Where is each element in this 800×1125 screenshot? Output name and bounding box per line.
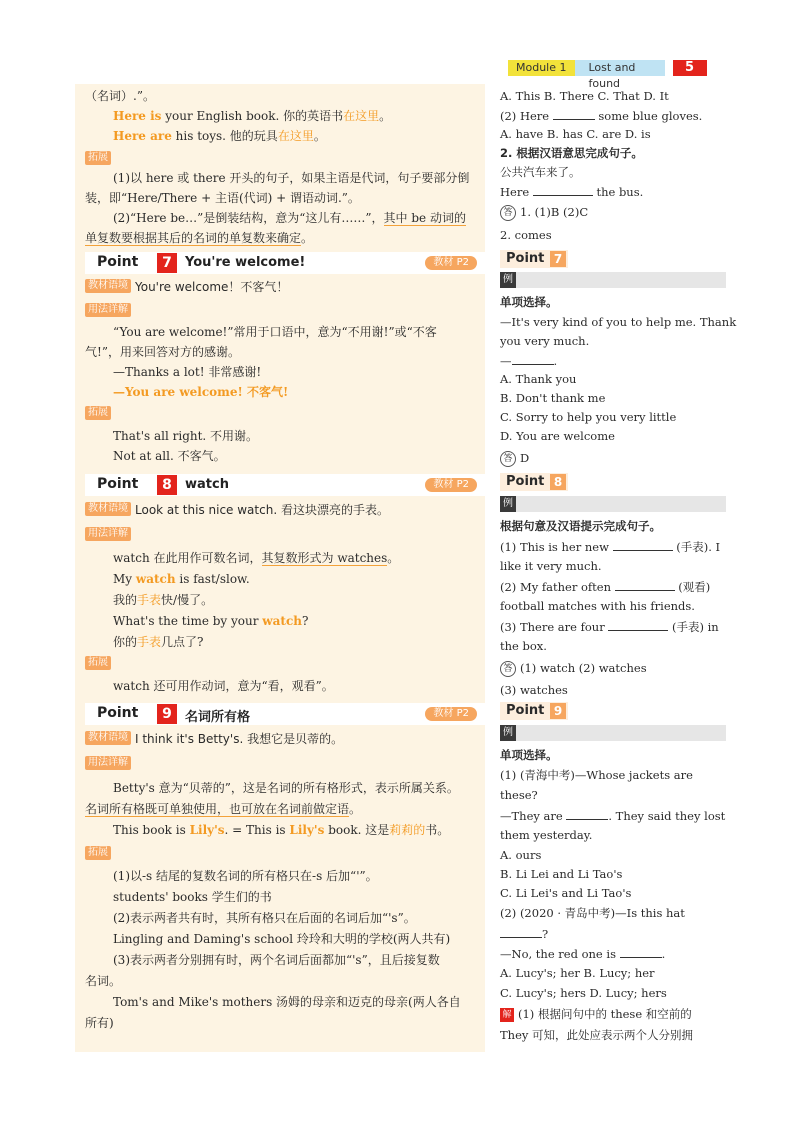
textbook-context xyxy=(85,729,343,747)
point-number: 9 xyxy=(550,703,566,719)
point-7-header xyxy=(85,252,485,274)
question-line xyxy=(500,538,720,555)
text-line xyxy=(85,801,361,817)
answer-line xyxy=(500,660,647,677)
tuozhan-tag: 拓展 xyxy=(85,846,111,860)
text: . xyxy=(553,354,558,368)
answer-blank xyxy=(553,107,595,120)
point-8-header xyxy=(85,474,485,496)
explanation-line xyxy=(500,1006,692,1022)
point-number: 8 xyxy=(157,475,177,495)
context-sentence: Look at this nice watch. 看这块漂亮的手表。 xyxy=(135,502,389,517)
text: Here xyxy=(500,185,533,199)
text-line xyxy=(85,230,313,246)
text-line xyxy=(113,210,466,226)
highlight: 在这里 xyxy=(277,129,314,143)
text-line: them yesterday. xyxy=(500,828,593,842)
text-line: 名词。 xyxy=(85,974,122,988)
question-line xyxy=(500,807,725,824)
answer-blank xyxy=(500,925,542,938)
answer-line: 2. comes xyxy=(500,228,552,242)
context-sentence: I think it's Betty's. 我想它是贝蒂的。 xyxy=(135,731,344,746)
page-number: 5 xyxy=(673,60,707,76)
question-heading: 根据句意及汉语提示完成句子。 xyxy=(500,519,661,533)
text: (1) 根据问句中的 these 和空前的 xyxy=(518,1007,692,1021)
context-tag: 教材语境 xyxy=(85,502,131,516)
answer-blank xyxy=(533,183,593,196)
text: is fast/slow. xyxy=(175,572,250,586)
answer-blank xyxy=(608,618,668,631)
answer-icon: 答 xyxy=(500,451,516,467)
point-title: You're welcome! xyxy=(185,255,306,270)
explanation-icon: 解 xyxy=(500,1008,514,1022)
text: 你的 xyxy=(113,635,138,649)
text: some blue gloves. xyxy=(594,109,703,123)
unit-title: Lost and found xyxy=(575,60,665,76)
textbook-page-tag: 教材 P2 xyxy=(425,707,477,721)
text: (2) My father often xyxy=(500,580,615,594)
answer-icon: 答 xyxy=(500,205,516,221)
text: — xyxy=(500,354,512,368)
example-bar xyxy=(500,496,726,512)
text: 。 xyxy=(301,231,314,245)
example-line xyxy=(113,822,449,838)
point-9-header xyxy=(85,703,485,725)
highlight: Lily's xyxy=(189,823,225,837)
text: My xyxy=(113,572,136,586)
underlined-text: 其复数形式为 watches xyxy=(261,551,388,565)
text-line: Lingling and Daming's school 玲玲和大明的学校(两人共有) xyxy=(113,932,451,946)
question-line xyxy=(500,945,665,962)
option: B. Li Lei and Li Tao's xyxy=(500,867,623,881)
page-header xyxy=(508,60,707,90)
text-line: That's all right. 不用谢。 xyxy=(113,429,259,443)
text: (手表). I xyxy=(672,540,721,554)
text-line: (2)表示两者共有时，其所有格只在后面的名词后加“'s”。 xyxy=(113,911,416,925)
point-9-tag xyxy=(500,702,568,720)
text: D xyxy=(520,451,530,465)
text: (3) There are four xyxy=(500,620,609,634)
answer-line xyxy=(500,450,529,467)
text: . = This is xyxy=(224,823,290,837)
text-line: football matches with his friends. xyxy=(500,599,695,613)
text: 我的 xyxy=(113,593,138,607)
highlight: Here is xyxy=(113,109,162,123)
text: —No, the red one is xyxy=(500,947,620,961)
point-label: Point xyxy=(506,474,545,489)
text: 书。 xyxy=(425,823,450,837)
example-line xyxy=(113,592,213,608)
text-line: （名词）.”。 xyxy=(85,89,155,103)
text-line: Not at all. 不客气。 xyxy=(113,449,226,463)
example-icon: 例 xyxy=(500,725,516,741)
text: his toys. 他的玩具 xyxy=(171,129,278,143)
underlined-text: 单复数要根据其后的名词的单复数来确定 xyxy=(85,231,302,245)
answer-blank xyxy=(613,538,673,551)
text-line: you very much. xyxy=(500,334,590,348)
text: (1) This is her new xyxy=(500,540,613,554)
question-heading: 单项选择。 xyxy=(500,295,558,309)
highlight: 手表 xyxy=(137,593,162,607)
point-number: 8 xyxy=(550,474,566,490)
text: 。 xyxy=(349,802,362,816)
text-line: (1) (青海中考)—Whose jackets are xyxy=(500,768,693,782)
text-line: the box. xyxy=(500,639,547,653)
textbook-page-tag: 教材 P2 xyxy=(425,478,477,492)
example-line xyxy=(113,613,308,629)
highlight: 在这里 xyxy=(343,109,380,123)
text: (手表) in xyxy=(668,620,719,634)
text-line: like it very much. xyxy=(500,559,602,573)
highlight-line: —You are welcome! 不客气! xyxy=(113,385,289,399)
underlined-text: 其中 be 动词的 xyxy=(383,211,466,225)
text: ? xyxy=(301,614,309,628)
option: C. Li Lei's and Li Tao's xyxy=(500,886,632,900)
highlight: watch xyxy=(262,614,302,628)
text: (1) watch (2) watches xyxy=(520,661,647,675)
left-column xyxy=(75,84,485,1052)
text: . They said they lost xyxy=(608,809,726,823)
question-line xyxy=(500,618,719,635)
example-icon: 例 xyxy=(500,272,516,288)
point-label: Point xyxy=(97,705,139,721)
option: B. Don't thank me xyxy=(500,391,606,405)
example-line xyxy=(113,571,250,587)
text-line: watch 还可用作动词，意为“看，观看”。 xyxy=(113,679,334,693)
example-line xyxy=(113,634,203,650)
textbook-context xyxy=(85,277,288,295)
text: 。 xyxy=(379,109,392,123)
text-line: 公共汽车来了。 xyxy=(500,165,581,179)
question-line xyxy=(500,578,710,595)
example-line xyxy=(113,128,326,144)
text: (2) Here xyxy=(500,109,553,123)
text: 几点了? xyxy=(161,635,204,649)
answer-icon: 答 xyxy=(500,661,516,677)
option: A. ours xyxy=(500,848,542,862)
question-heading: 2. 根据汉语意思完成句子。 xyxy=(500,146,643,160)
point-label: Point xyxy=(506,251,545,266)
answer-blank xyxy=(566,807,608,820)
text-line: (3)表示两者分别拥有时，两个名词后面都加“'s”，且后接复数 xyxy=(113,953,440,967)
text-line: —It's very kind of you to help me. Thank xyxy=(500,315,737,329)
usage-tag: 用法详解 xyxy=(85,756,131,770)
point-number: 7 xyxy=(157,253,177,273)
example-bar xyxy=(500,272,726,288)
answer-blank xyxy=(620,945,662,958)
question-heading: 单项选择。 xyxy=(500,748,558,762)
text: (2)“Here be…”是倒装结构，意为“这儿有……”， xyxy=(113,211,384,225)
context-tag: 教材语境 xyxy=(85,279,131,293)
text-line: 气!”，用来回答对方的感谢。 xyxy=(85,345,240,359)
options-line: A. have B. has C. are D. is xyxy=(500,127,651,141)
example-icon: 例 xyxy=(500,496,516,512)
text-line: (1)以 here 或 there 开头的句子，如果主语是代词，句子要部分倒 xyxy=(113,171,470,185)
module-label: Module 1 xyxy=(508,60,575,76)
highlight: Here are xyxy=(113,129,172,143)
text-line: these? xyxy=(500,788,538,802)
question-line xyxy=(500,183,643,200)
option: C. Sorry to help you very little xyxy=(500,410,677,424)
text: (观看) xyxy=(674,580,711,594)
text: . xyxy=(661,947,666,961)
answer-blank xyxy=(615,578,675,591)
tuozhan-tag: 拓展 xyxy=(85,151,111,165)
context-tag: 教材语境 xyxy=(85,731,131,745)
example-line xyxy=(113,108,391,124)
text-line: 所有) xyxy=(85,1016,114,1030)
text-line: 装，即“Here/There + 主语(代词) + 谓语动词.”。 xyxy=(85,191,360,205)
answer-blank xyxy=(512,352,554,365)
point-number: 9 xyxy=(157,704,177,724)
options-line: A. This B. There C. That D. It xyxy=(500,89,669,103)
point-label: Point xyxy=(97,254,139,270)
point-label: Point xyxy=(97,476,139,492)
text: ? xyxy=(542,927,549,941)
text: book. 这是 xyxy=(324,823,390,837)
answer-line: (3) watches xyxy=(500,683,568,697)
point-label: Point xyxy=(506,703,545,718)
text-line: Betty's 意为“贝蒂的”，这是名词的所有格形式，表示所属关系。 xyxy=(113,781,459,795)
point-7-tag xyxy=(500,250,568,268)
highlight: 手表 xyxy=(137,635,162,649)
highlight: watch xyxy=(135,572,176,586)
example-bar xyxy=(500,725,726,741)
options-line: C. Lucy's; hers D. Lucy; hers xyxy=(500,986,667,1000)
text: —They are xyxy=(500,809,567,823)
underlined-text: 名词所有格既可单独使用，也可放在名词前做定语 xyxy=(85,802,350,816)
point-title: watch xyxy=(185,477,229,492)
text-line: “You are welcome!”常用于口语中，意为“不用谢!”或“不客 xyxy=(113,325,437,339)
text: watch 在此用作可数名词， xyxy=(113,551,262,565)
text: 。 xyxy=(313,129,326,143)
question-line xyxy=(500,925,548,942)
option: D. You are welcome xyxy=(500,429,615,443)
explanation-line: They 可知，此处应表示两个人分别拥 xyxy=(500,1028,694,1042)
textbook-page-tag: 教材 P2 xyxy=(425,256,477,270)
text-line: (1)以-s 结尾的复数名词的所有格只在-s 后加“'”。 xyxy=(113,869,378,883)
question-line xyxy=(500,107,702,124)
text: 。 xyxy=(387,551,400,565)
text: 快/慢了。 xyxy=(161,593,214,607)
usage-tag: 用法详解 xyxy=(85,527,131,541)
textbook-context xyxy=(85,500,389,518)
text-line xyxy=(113,550,399,566)
text: your English book. 你的英语书 xyxy=(161,109,344,123)
text: 1. (1)B (2)C xyxy=(520,205,589,219)
point-8-tag xyxy=(500,473,568,491)
point-number: 7 xyxy=(550,251,566,267)
usage-tag: 用法详解 xyxy=(85,303,131,317)
tuozhan-tag: 拓展 xyxy=(85,406,111,420)
text: the bus. xyxy=(592,185,644,199)
point-title: 名词所有格 xyxy=(185,710,251,725)
answer-line xyxy=(500,204,588,221)
context-sentence: You're welcome！不客气！ xyxy=(135,279,289,294)
text-line: (2) (2020 · 青岛中考)—Is this hat xyxy=(500,906,685,920)
text-line: Tom's and Mike's mothers 汤姆的母亲和迈克的母亲(两人各自 xyxy=(113,995,461,1009)
text: This book is xyxy=(113,823,190,837)
question-line xyxy=(500,352,557,369)
highlight: Lily's xyxy=(289,823,325,837)
text-line: —Thanks a lot! 非常感谢! xyxy=(113,365,262,379)
text: What's the time by your xyxy=(113,614,263,628)
text-line: students' books 学生们的书 xyxy=(113,890,272,904)
highlight: 莉莉的 xyxy=(389,823,426,837)
options-line: A. Lucy's; her B. Lucy; her xyxy=(500,966,655,980)
tuozhan-tag: 拓展 xyxy=(85,656,111,670)
option: A. Thank you xyxy=(500,372,577,386)
